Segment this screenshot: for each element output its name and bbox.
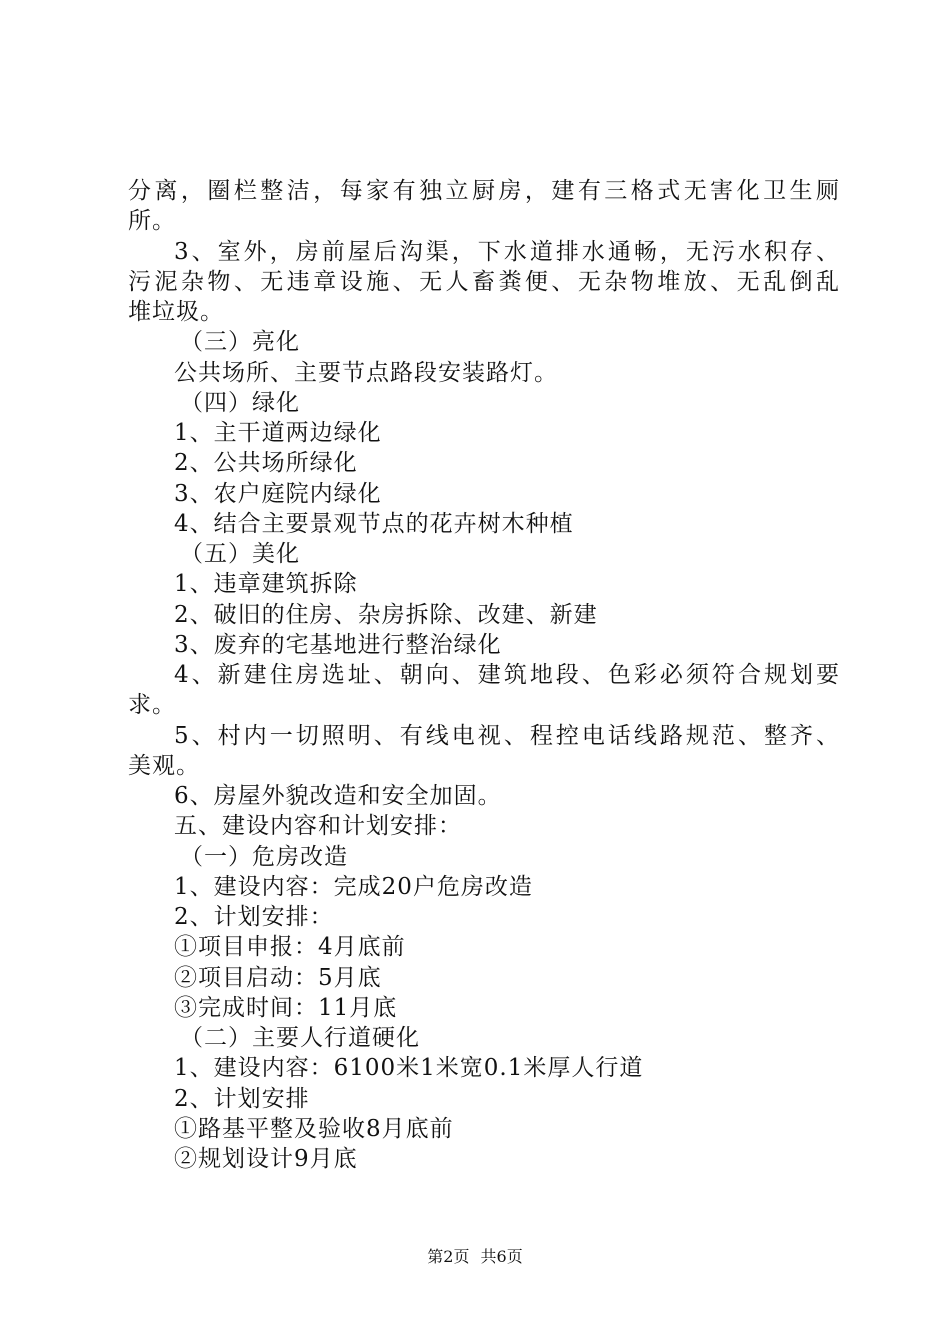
list-item: 1、主干道两边绿化 xyxy=(174,420,382,446)
text-line: 公共场所、主要节点路段安装路灯。 xyxy=(174,359,558,386)
section-heading: （一）危房改造 xyxy=(180,843,348,870)
list-item: 1、违章建筑拆除 xyxy=(174,571,358,598)
list-item: ①路基平整及验收8月底前 xyxy=(174,1115,454,1142)
section-heading: （三）亮化 xyxy=(180,329,300,356)
text-line: 分离，圈栏整洁，每家有独立厨房，建有三格式无害化卫生厕 xyxy=(128,178,840,204)
list-item: ②规划设计9月底 xyxy=(174,1146,358,1172)
list-item: 2、破旧的住房、杂房拆除、改建、新建 xyxy=(174,601,598,628)
list-item: ③完成时间：11月底 xyxy=(174,994,398,1021)
document-body xyxy=(128,176,840,1174)
section-heading: （二）主要人行道硬化 xyxy=(180,1025,420,1051)
list-item: 6、房屋外貌改造和安全加固。 xyxy=(174,783,502,809)
list-item: 2、计划安排： xyxy=(174,904,334,930)
text-line: 美观。 xyxy=(128,752,200,779)
list-item: 3、农户庭院内绿化 xyxy=(174,480,382,507)
list-item: 4、新建住房选址、朝向、建筑地段、色彩必须符合规划要 xyxy=(174,662,840,688)
page-number: 第2页 xyxy=(427,1247,470,1266)
page-total: 共6页 xyxy=(480,1247,523,1266)
list-item: 3、废弃的宅基地进行整治绿化 xyxy=(174,631,502,658)
text-line: 污泥杂物、无违章设施、无人畜粪便、无杂物堆放、无乱倒乱 xyxy=(128,268,840,295)
list-item: 2、公共场所绿化 xyxy=(174,450,358,477)
list-item: 5、村内一切照明、有线电视、程控电话线路规范、整齐、 xyxy=(174,722,840,749)
list-item: ②项目启动：5月底 xyxy=(174,964,382,991)
section-heading: 五、建设内容和计划安排： xyxy=(174,813,462,840)
section-heading: （四）绿化 xyxy=(180,389,300,416)
list-item: ①项目申报：4月底前 xyxy=(174,934,406,961)
text-line: 所。 xyxy=(128,208,176,235)
text-line: 堆垃圾。 xyxy=(128,299,224,325)
section-heading: （五）美化 xyxy=(180,541,300,567)
list-item: 4、结合主要景观节点的花卉树木种植 xyxy=(174,510,574,537)
list-item: 2、计划安排 xyxy=(174,1085,310,1112)
text-line: 3、室外，房前屋后沟渠，下水道排水通畅，无污水积存、 xyxy=(174,238,840,265)
text-line: 求。 xyxy=(128,692,176,719)
list-item: 1、建设内容：6100米1米宽0.1米厚人行道 xyxy=(174,1055,644,1082)
list-item: 1、建设内容：完成20户危房改造 xyxy=(174,873,533,900)
page-footer xyxy=(0,1244,950,1267)
